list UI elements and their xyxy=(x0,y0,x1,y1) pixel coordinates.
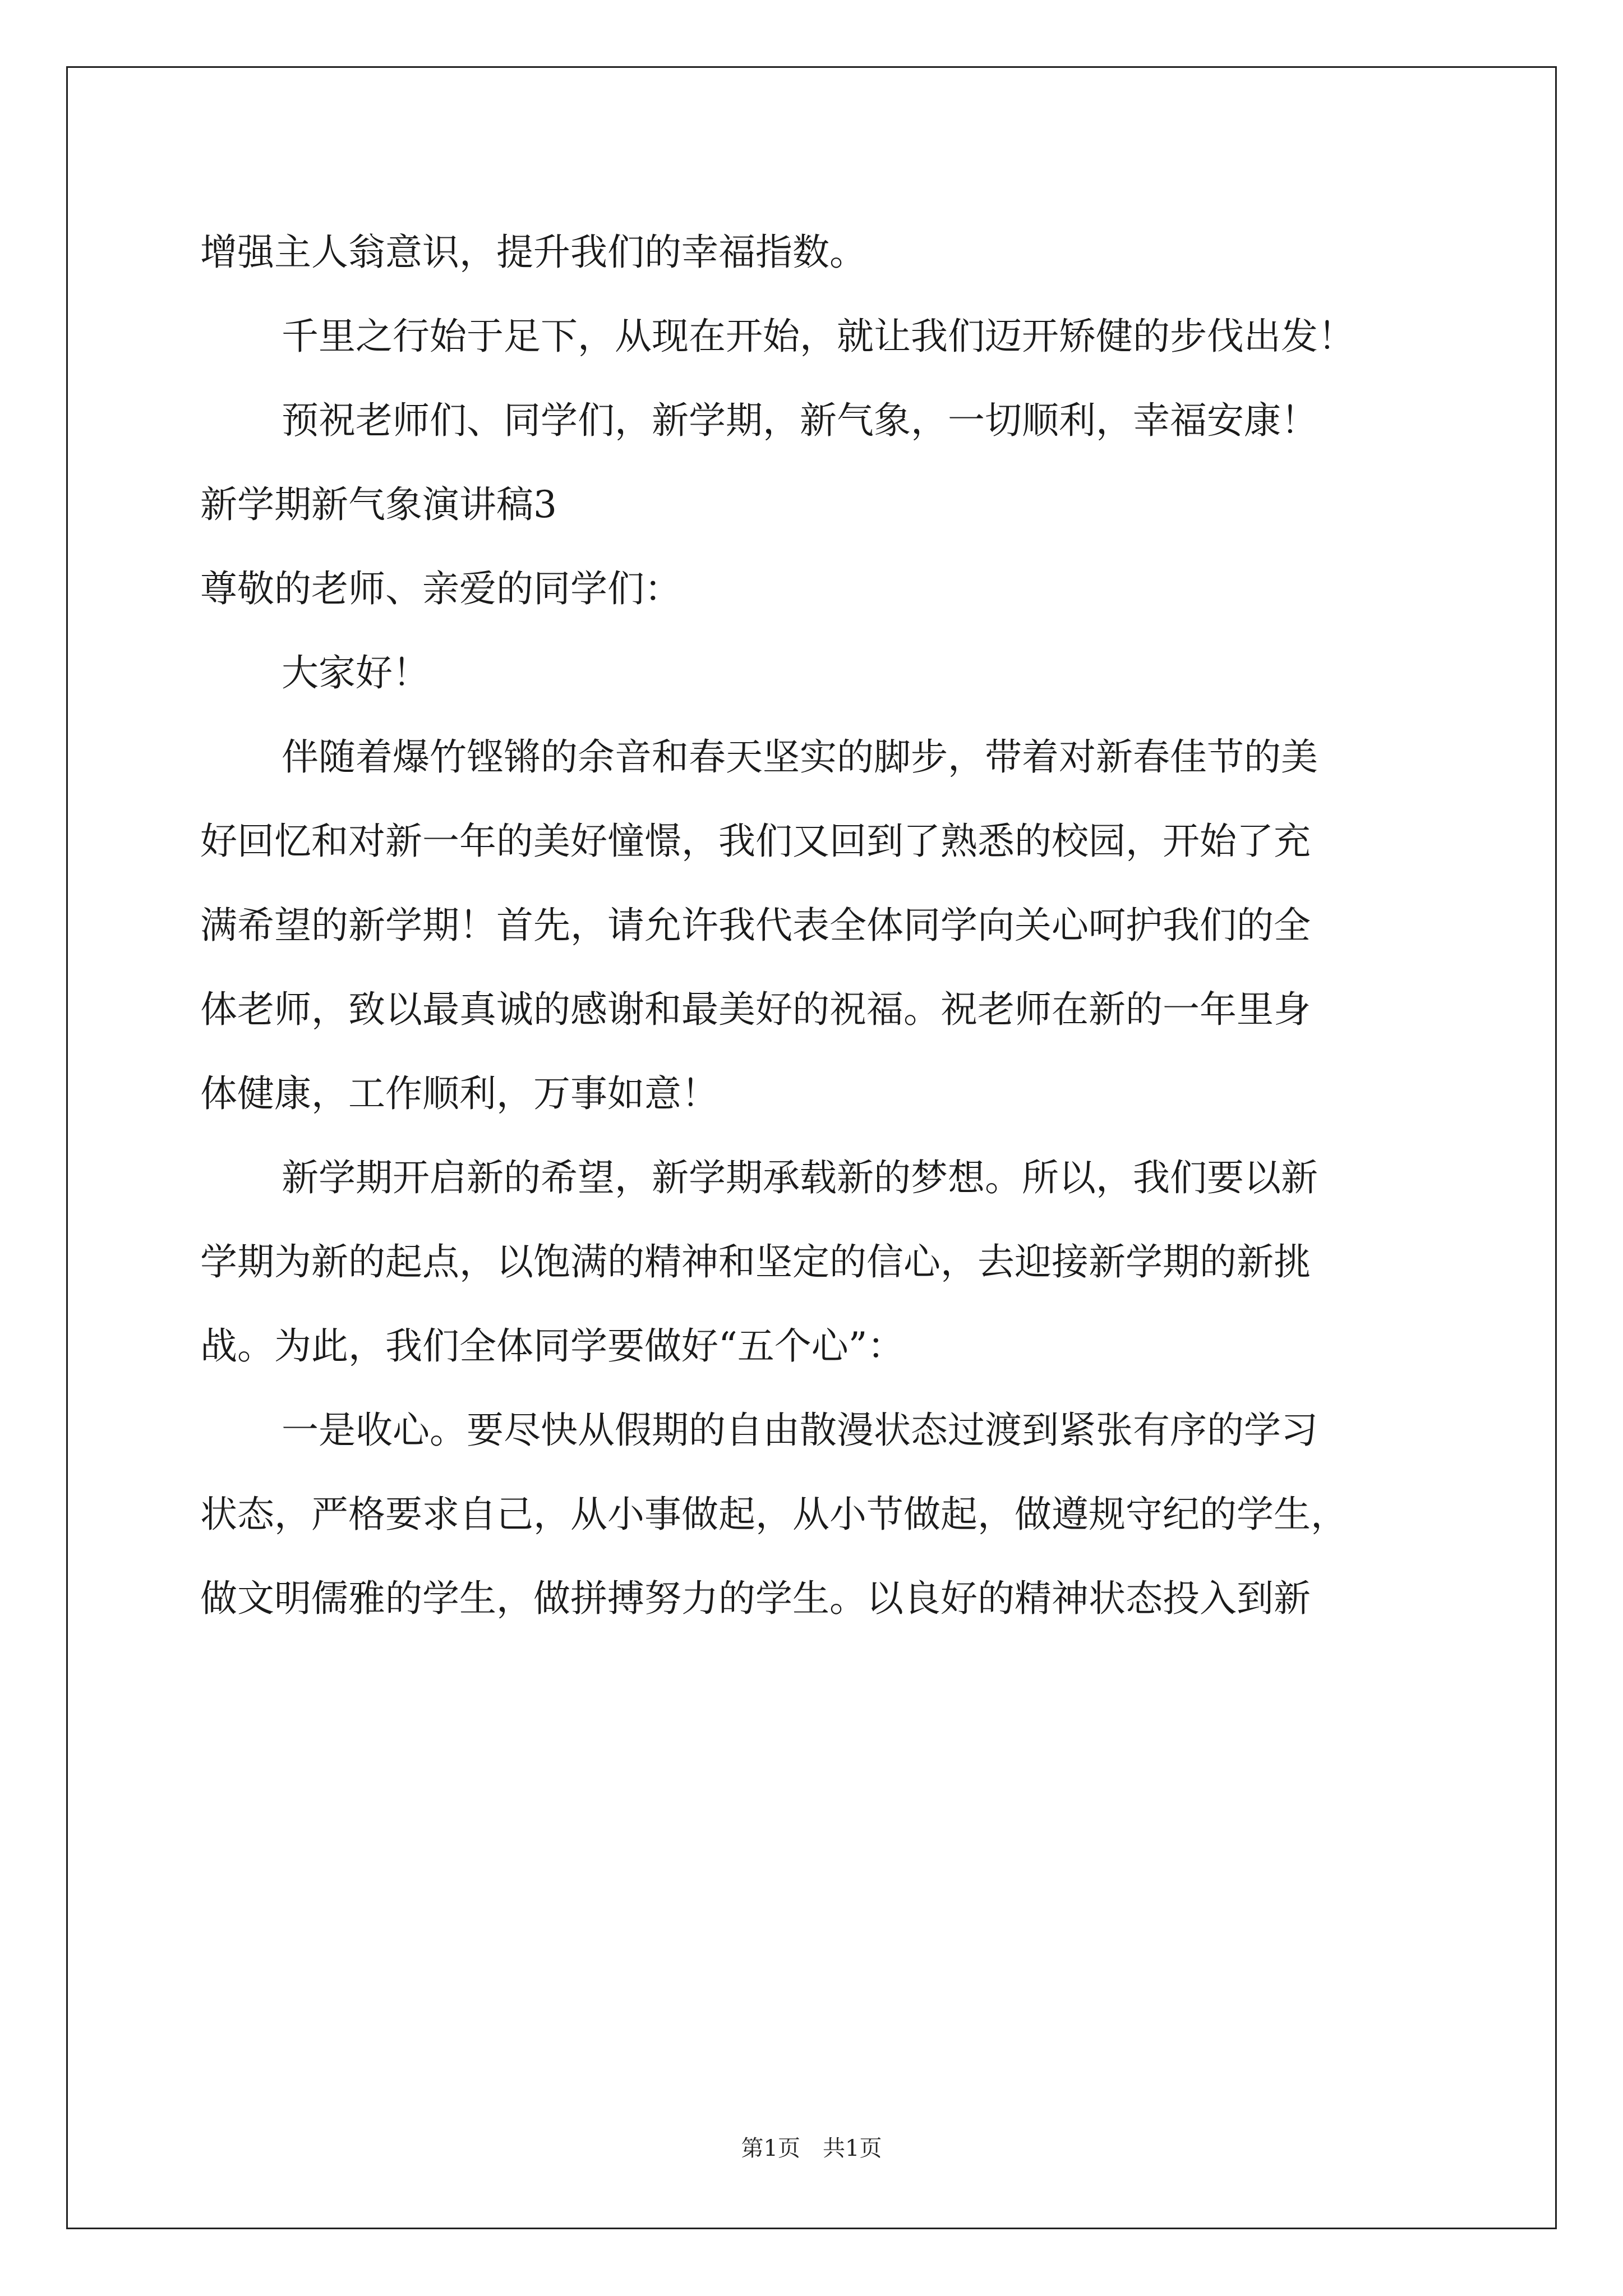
text-line: 预祝老师们、同学们，新学期，新气象，一切顺利，幸福安康！ xyxy=(282,399,1318,442)
text-line: 体老师，致以最真诚的感谢和最美好的祝福。祝老师在新的一年里身 xyxy=(200,988,1311,1031)
salutation: 尊敬的老师、亲爱的同学们： xyxy=(200,567,681,610)
text-line: 做文明儒雅的学生，做拼搏努力的学生。以良好的精神状态投入到新 xyxy=(200,1577,1311,1620)
text-line: 战。为此，我们全体同学要做好“五个心”： xyxy=(200,1324,905,1368)
page-border xyxy=(66,66,1557,2229)
text-line: 满希望的新学期！首先，请允许我代表全体同学向关心呵护我们的全 xyxy=(200,904,1311,947)
text-line: 好回忆和对新一年的美好憧憬，我们又回到了熟悉的校园，开始了充 xyxy=(200,820,1311,863)
text-line: 新学期开启新的希望，新学期承载新的梦想。所以，我们要以新 xyxy=(282,1156,1318,1199)
text-line: 一是收心。要尽快从假期的自由散漫状态过渡到紧张有序的学习 xyxy=(282,1409,1318,1452)
section-heading: 新学期新气象演讲稿3 xyxy=(200,483,557,526)
text-line: 大家好！ xyxy=(282,651,430,694)
text-line: 体健康，工作顺利，万事如意！ xyxy=(200,1072,718,1115)
text-line: 学期为新的起点，以饱满的精神和坚定的信心，去迎接新学期的新挑 xyxy=(200,1240,1311,1283)
text-line: 伴随着爆竹铿锵的余音和春天坚实的脚步，带着对新春佳节的美 xyxy=(282,735,1318,779)
text-line: 状态，严格要求自己，从小事做起，从小节做起，做遵规守纪的学生， xyxy=(200,1493,1348,1536)
page-footer: 第1页 共1页 xyxy=(741,2136,882,2161)
text-line: 千里之行始于足下，从现在开始，就让我们迈开矫健的步伐出发！ xyxy=(282,315,1355,358)
text-line: 增强主人翁意识，提升我们的幸福指数。 xyxy=(200,231,866,274)
